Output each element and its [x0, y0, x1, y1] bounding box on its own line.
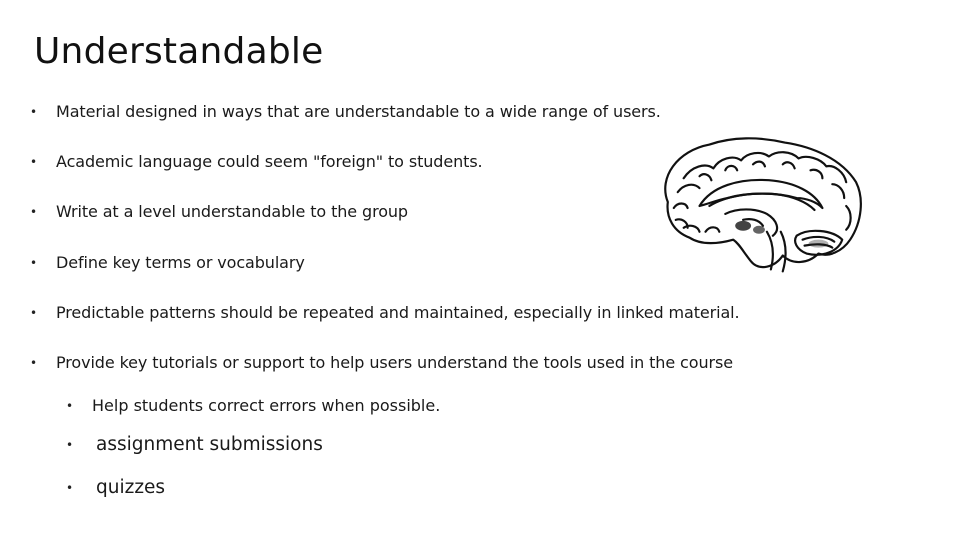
sub-bullet-item — [66, 475, 165, 501]
sub-bullet-text: Help students correct errors when possible. — [92, 396, 441, 415]
bullet-marker: • — [66, 481, 74, 495]
sub-bullet-text: assignment submissions — [96, 434, 323, 455]
bullet-item — [30, 100, 661, 124]
bullet-text: Write at a level understandable to the group — [56, 202, 408, 221]
bullet-text: Predictable patterns should be repeated and maintained, especially in linked material. — [56, 303, 740, 322]
sub-bullet-text: quizzes — [96, 477, 166, 498]
bullet-item — [30, 200, 408, 224]
bullet-text: Material designed in ways that are understandable to a wide range of users. — [56, 102, 661, 121]
brain-illustration-icon — [648, 132, 866, 277]
bullet-item — [30, 251, 305, 275]
bullet-marker: • — [66, 399, 74, 413]
sub-bullet-item — [66, 393, 440, 419]
bullet-item — [30, 301, 740, 325]
bullet-marker: • — [66, 438, 74, 452]
bullet-marker: • — [30, 105, 38, 119]
bullet-text: Define key terms or vocabulary — [56, 253, 305, 272]
bullet-marker: • — [30, 356, 38, 370]
sub-bullet-item — [66, 432, 323, 458]
bullet-marker: • — [30, 155, 38, 169]
bullet-marker: • — [30, 306, 38, 320]
bullet-text: Academic language could seem "foreign" to students. — [56, 152, 483, 171]
bullet-marker: • — [30, 256, 38, 270]
bullet-text: Provide key tutorials or support to help users understand the tools used in the course — [56, 353, 733, 372]
bullet-item — [30, 351, 733, 375]
bullet-item — [30, 150, 483, 174]
bullet-marker: • — [30, 205, 38, 219]
slide-title: Understandable — [34, 31, 324, 72]
